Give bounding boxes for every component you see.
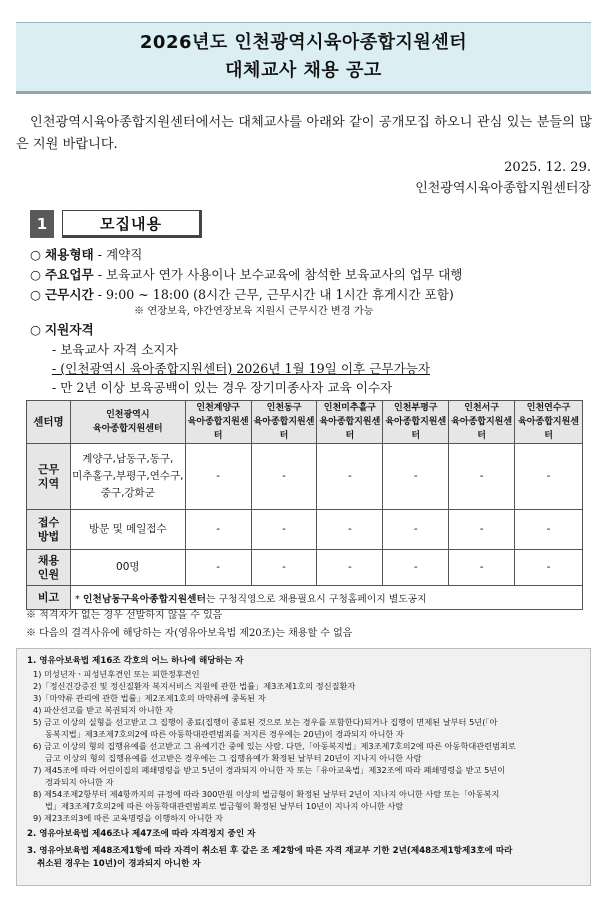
bullet-circle: ○ (30, 247, 41, 262)
warning-line: ※ 적격자가 없는 경우 선발하지 않을 수 있음 (26, 610, 223, 621)
table-cell: - (515, 444, 583, 510)
disqualification-item-cont: 동복지법」제3조제7호의2에 따른 아동학대관련범죄를 저지른 경우에는 20년)이 경과되지 아니한 자 (45, 729, 404, 739)
table-cell: - (251, 444, 317, 510)
announcement-date: 2025. 12. 29. (504, 160, 591, 175)
disqualification-heading: 3. 영유아보육법 제48조제1항에 따라 자격이 취소된 후 같은 조 제2항에 따른 자격 재교부 기한 2년(제48조제1항제3호에 따라 (27, 846, 513, 856)
table-cell: - (185, 444, 251, 510)
table-cell: - (449, 444, 515, 510)
table-cell: - (317, 550, 383, 586)
qualification-line: - 만 2년 이상 보육공백이 있는 경우 장기미종사자 교육 이수자 (52, 380, 393, 395)
column-header: 인천서구 육아종합지원센터 (449, 401, 515, 444)
disqualification-item: 4) 파산선고를 받고 복권되지 아니한 자 (33, 705, 174, 715)
column-header: 인천미추홀구 육아종합지원센터 (317, 401, 383, 444)
disqualification-heading: 2. 영유아보육법 제46조나 제47조에 따라 자격정지 중인 자 (27, 829, 256, 839)
table-row (27, 550, 583, 586)
work-hours-value: - 9:00 ~ 18:00 (8시간 근무, 근무시간 내 1시간 휴게시간 포함) (97, 287, 454, 302)
disqualification-item: 5) 금고 이상의 실형을 선고받고 그 집행이 종료(집행이 종료된 것으로 보는 경우를 포함한다)되거나 집행이 면제된 날부터 5년(「아 (33, 717, 498, 727)
bullet-circle: ○ (30, 322, 41, 337)
disqualification-item: 6) 금고 이상의 형의 집행유예를 선고받고 그 유예기간 중에 있는 사람. 다만,「아동복지법」제3조제7호의2에 따른 아동학대관련범죄로 (33, 741, 516, 751)
column-header: 인천부평구 육아종합지원센터 (383, 401, 449, 444)
table-cell: 계양구,남동구,동구, 미추홀구,부평구,연수구, 중구,강화군 (70, 444, 185, 510)
remark-row (27, 586, 583, 610)
column-header-label: 센터명 (27, 401, 71, 444)
table-cell: - (317, 510, 383, 550)
disqualification-heading-cont: 취소된 경우는 10년)이 경과되지 아니한 자 (37, 859, 201, 869)
table-cell: - (251, 550, 317, 586)
qualification-line: - (인천광역시 육아종합지원센터) 2026년 1월 19일 이후 근무가능자 (52, 361, 430, 376)
table-header-row (27, 401, 583, 444)
title-banner (16, 22, 591, 94)
disqualification-heading: 1. 영유아보육법 제16조 각호의 어느 하나에 해당하는 자 (27, 656, 244, 666)
main-duty-value: - 보육교사 연가 사용이나 보수교육에 참석한 보육교사의 업무 대행 (97, 267, 463, 282)
disqualification-item: 1) 미성년자ㆍ피성년후견인 또는 피한정후견인 (33, 669, 200, 679)
disqualification-item-cont: 경과되지 아니한 자 (45, 777, 114, 787)
table-cell: - (515, 510, 583, 550)
disqualification-item: 3)「마약류 관리에 관한 법률」제2조제1호의 마약류에 중독된 자 (33, 693, 266, 703)
main-duty-label: 주요업무 (45, 267, 94, 282)
table-cell: - (185, 550, 251, 586)
row-header: 근무 지역 (27, 444, 71, 510)
employment-type-value: - 계약직 (97, 247, 143, 262)
work-hours-item (30, 285, 454, 305)
employment-type-label: 채용형태 (45, 247, 94, 262)
disqualification-item-cont: 법」제3조제7호의2에 따른 아동학대관련범죄로 벌금형이 확정된 날부터 10년이 지나지 아니한 사람 (45, 801, 404, 811)
qualification-item (30, 320, 94, 340)
main-duty-item (30, 265, 462, 285)
disqualification-item: 2)「정신건강증진 및 정신질환자 복지서비스 지원에 관한 법률」제3조제1호의 정신질환자 (33, 681, 356, 691)
qualification-label: 지원자격 (45, 322, 94, 337)
section-title: 모집내용 (62, 210, 202, 238)
section-number: 1 (30, 210, 54, 238)
table-cell: 방문 및 메일접수 (70, 510, 185, 550)
table-cell: - (317, 444, 383, 510)
work-hours-note: ※ 연장보육, 야간연장보육 지원시 근무시간 변경 가능 (134, 306, 374, 317)
row-header: 채용 인원 (27, 550, 71, 586)
disqualification-item: 7) 제45조에 따라 어린이집의 폐쇄명령을 받고 5년이 경과되지 아니한 자 또는「유아교육법」제32조에 따라 폐쇄명령을 받고 5년이 (33, 765, 506, 775)
table-cell: - (185, 510, 251, 550)
center-table (26, 400, 583, 610)
issuing-organization: 인천광역시육아종합지원센터장 (415, 181, 591, 196)
remark-text: * 인천남동구육아종합지원센터는 구청직영으로 채용필요시 구청홈페이지 별도공지 (70, 586, 582, 610)
work-hours-label: 근무시간 (45, 287, 94, 302)
disqualification-item: 8) 제54조제2항부터 제4항까지의 규정에 따라 300만원 이상의 벌금형이 확정된 날부터 2년이 지나지 아니한 사람 또는「아동복지 (33, 789, 500, 799)
table-cell: - (383, 550, 449, 586)
table-cell: 00명 (70, 550, 185, 586)
table-cell: - (251, 510, 317, 550)
column-header: 인천동구 육아종합지원센터 (251, 401, 317, 444)
table-cell: - (383, 444, 449, 510)
page-title-line1: 2026년도 인천광역시육아종합지원센터 (139, 32, 468, 53)
table-cell: - (515, 550, 583, 586)
disqualification-item: 9) 제23조의3에 따른 교육명령을 이행하지 아니한 자 (33, 813, 223, 823)
page-title-line2: 대체교사 채용 공고 (225, 60, 382, 81)
table-row (27, 510, 583, 550)
warning-line: ※ 다음의 결격사유에 해당하는 자(영유아보육법 제20조)는 채용할 수 없음 (26, 628, 353, 639)
remark-label: 비고 (27, 586, 71, 610)
column-header: 인천광역시 육아종합지원센터 (70, 401, 185, 444)
disqualification-item-cont: 금고 이상의 형의 집행유예를 선고받은 경우에는 그 집행유예가 확정된 날부터 20년이 지나지 아니한 사람 (45, 753, 422, 763)
bullet-circle: ○ (30, 287, 41, 302)
table-row (27, 444, 583, 510)
column-header: 인천연수구 육아종합지원센터 (515, 401, 583, 444)
column-header: 인천계양구 육아종합지원센터 (185, 401, 251, 444)
qualification-line: - 보육교사 자격 소지자 (52, 342, 178, 357)
employment-type-item (30, 245, 142, 265)
table-cell: - (449, 510, 515, 550)
table-cell: - (449, 550, 515, 586)
disqualification-box (16, 648, 591, 886)
section-header (30, 210, 202, 238)
table-cell: - (383, 510, 449, 550)
bullet-circle: ○ (30, 267, 41, 282)
intro-paragraph: 인천광역시육아종합지원센터에서는 대체교사를 아래와 같이 공개모집 하오니 관심 있는 분들의 많은 지원 바랍니다. (16, 115, 592, 152)
row-header: 접수 방법 (27, 510, 71, 550)
